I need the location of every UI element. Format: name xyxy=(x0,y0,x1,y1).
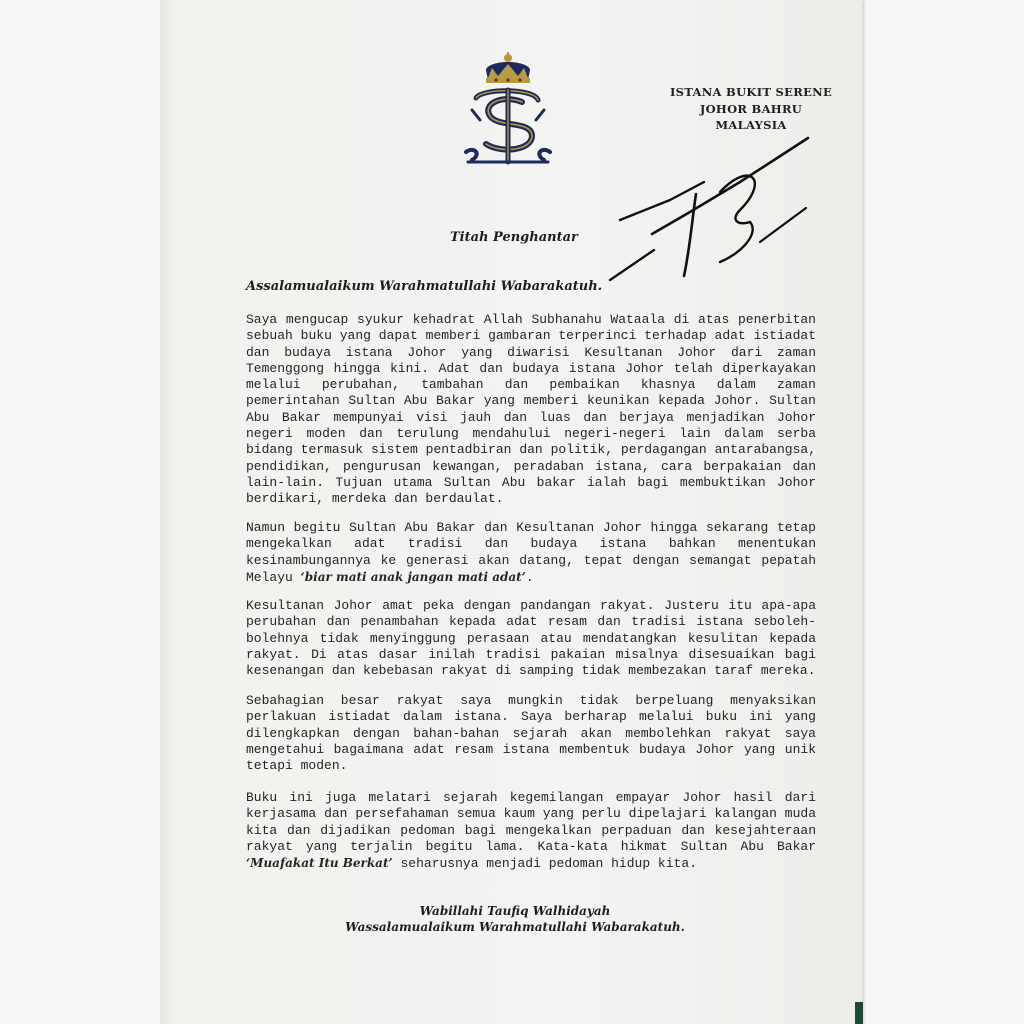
paragraph-3-text: Kesultanan Johor amat peka dengan pandangan rakyat. Justeru itu apa-apa perubahan dan penambahan kepada adat resam dan tradisi istana seboleh-bolehnya tidak menyinggung perasaan atau mendatangkan kesulitan kepada rakyat. Di atas dasar inilah tradisi pakaian misalnya disesuaikan bagi kesenangan dan kebebasan rakyat di samping tidak membezakan taraf mereka. xyxy=(246,598,816,679)
monogram-icon xyxy=(466,90,550,162)
paragraph-5-end: seharusnya menjadi pedoman hidup kita. xyxy=(392,856,697,872)
closing-line-2: Wassalamualaikum Warahmatullahi Wabarakatuh. xyxy=(345,920,685,934)
letter-greeting: Assalamualaikum Warahmatullahi Wabarakatuh. xyxy=(246,279,603,294)
motto-quote: ‘Muafakat Itu Berkat’ xyxy=(246,856,393,871)
paragraph-5-text: Buku ini juga melatari sejarah kegemilangan empayar Johor hasil dari kerjasama dan persefahaman semua kaum yang perlu dipelajari kalangan muda kita dan dijadikan pedoman bagi mengekalkan perpaduan dan kesejahteraan rakyat yang terjalin begitu lama. Kata-kata hikmat Sultan Abu Bakar xyxy=(246,790,816,854)
letter-closing xyxy=(300,903,730,935)
malay-proverb-quote: ‘biar mati anak jangan mati adat’ xyxy=(300,569,526,584)
letter-heading: Titah Penghantar xyxy=(450,230,578,245)
paragraph-2-end: . xyxy=(525,569,534,585)
cover-edge xyxy=(855,1002,863,1024)
crown-icon xyxy=(486,52,530,83)
address-line-3: MALAYSIA xyxy=(715,118,787,132)
royal-crest-logo xyxy=(462,50,554,168)
handwritten-signature xyxy=(600,130,820,290)
paragraph-4-text: Sebahagian besar rakyat saya mungkin tidak berpeluang menyaksikan perlakuan istiadat dalam istana. Saya berharap melalui buku ini yang dilengkapkan dengan bahan-bahan sejarah akan membolehkan rakyat saya mengetahui bagaimana adat resam istana membentuk budaya Johor yang unik tetapi moden. xyxy=(246,693,816,774)
paragraph-5 xyxy=(246,790,816,872)
address-line-2: JOHOR BAHRU xyxy=(699,101,803,116)
paragraph-3 xyxy=(246,598,816,679)
paragraph-4 xyxy=(246,693,816,774)
letterhead-address xyxy=(636,84,866,134)
paragraph-2-text: Namun begitu Sultan Abu Bakar dan Kesultanan Johor hingga sekarang tetap mengekalkan adat tradisi dan budaya istana bahkan menentukan kesinambungannya ke generasi akan datang, tepat dengan semangat pepatah Melayu xyxy=(246,520,816,585)
paragraph-2 xyxy=(246,520,816,586)
closing-line-1: Wabillahi Taufiq Walhidayah xyxy=(419,904,611,918)
paragraph-1 xyxy=(246,312,816,508)
paragraph-1-text: Saya mengucap syukur kehadrat Allah Subhanahu Wataala di atas penerbitan sebuah buku yang dapat memberi gambaran terperinci terhadap adat istiadat dan budaya istana Johor yang diwarisi Kesultanan Johor dari zaman Temenggong hingga kini. Adat dan budaya istana Johor telah diperkayakan melalui perubahan, tambahan dan pembaikan khasnya dalam zaman pemerintahan Sultan Abu Bakar yang memberi keunikan kepada Johor. Sultan Abu Bakar mempunyai visi jauh dan luas dan berjaya menjadikan Johor negeri moden dan terulung mendahului negeri-negeri lain dalam serba bidang termasuk sistem pentadbiran dan politik, perdagangan antarabangsa, pendidikan, pengurusan kewangan, peradaban istana, cara berpakaian dan lain-lain. Tujuan utama Sultan Abu bakar ialah bagi membuktikan Johor berdikari, merdeka dan berdaulat. xyxy=(246,312,816,507)
address-line-1: ISTANA BUKIT SERENE xyxy=(669,85,833,99)
